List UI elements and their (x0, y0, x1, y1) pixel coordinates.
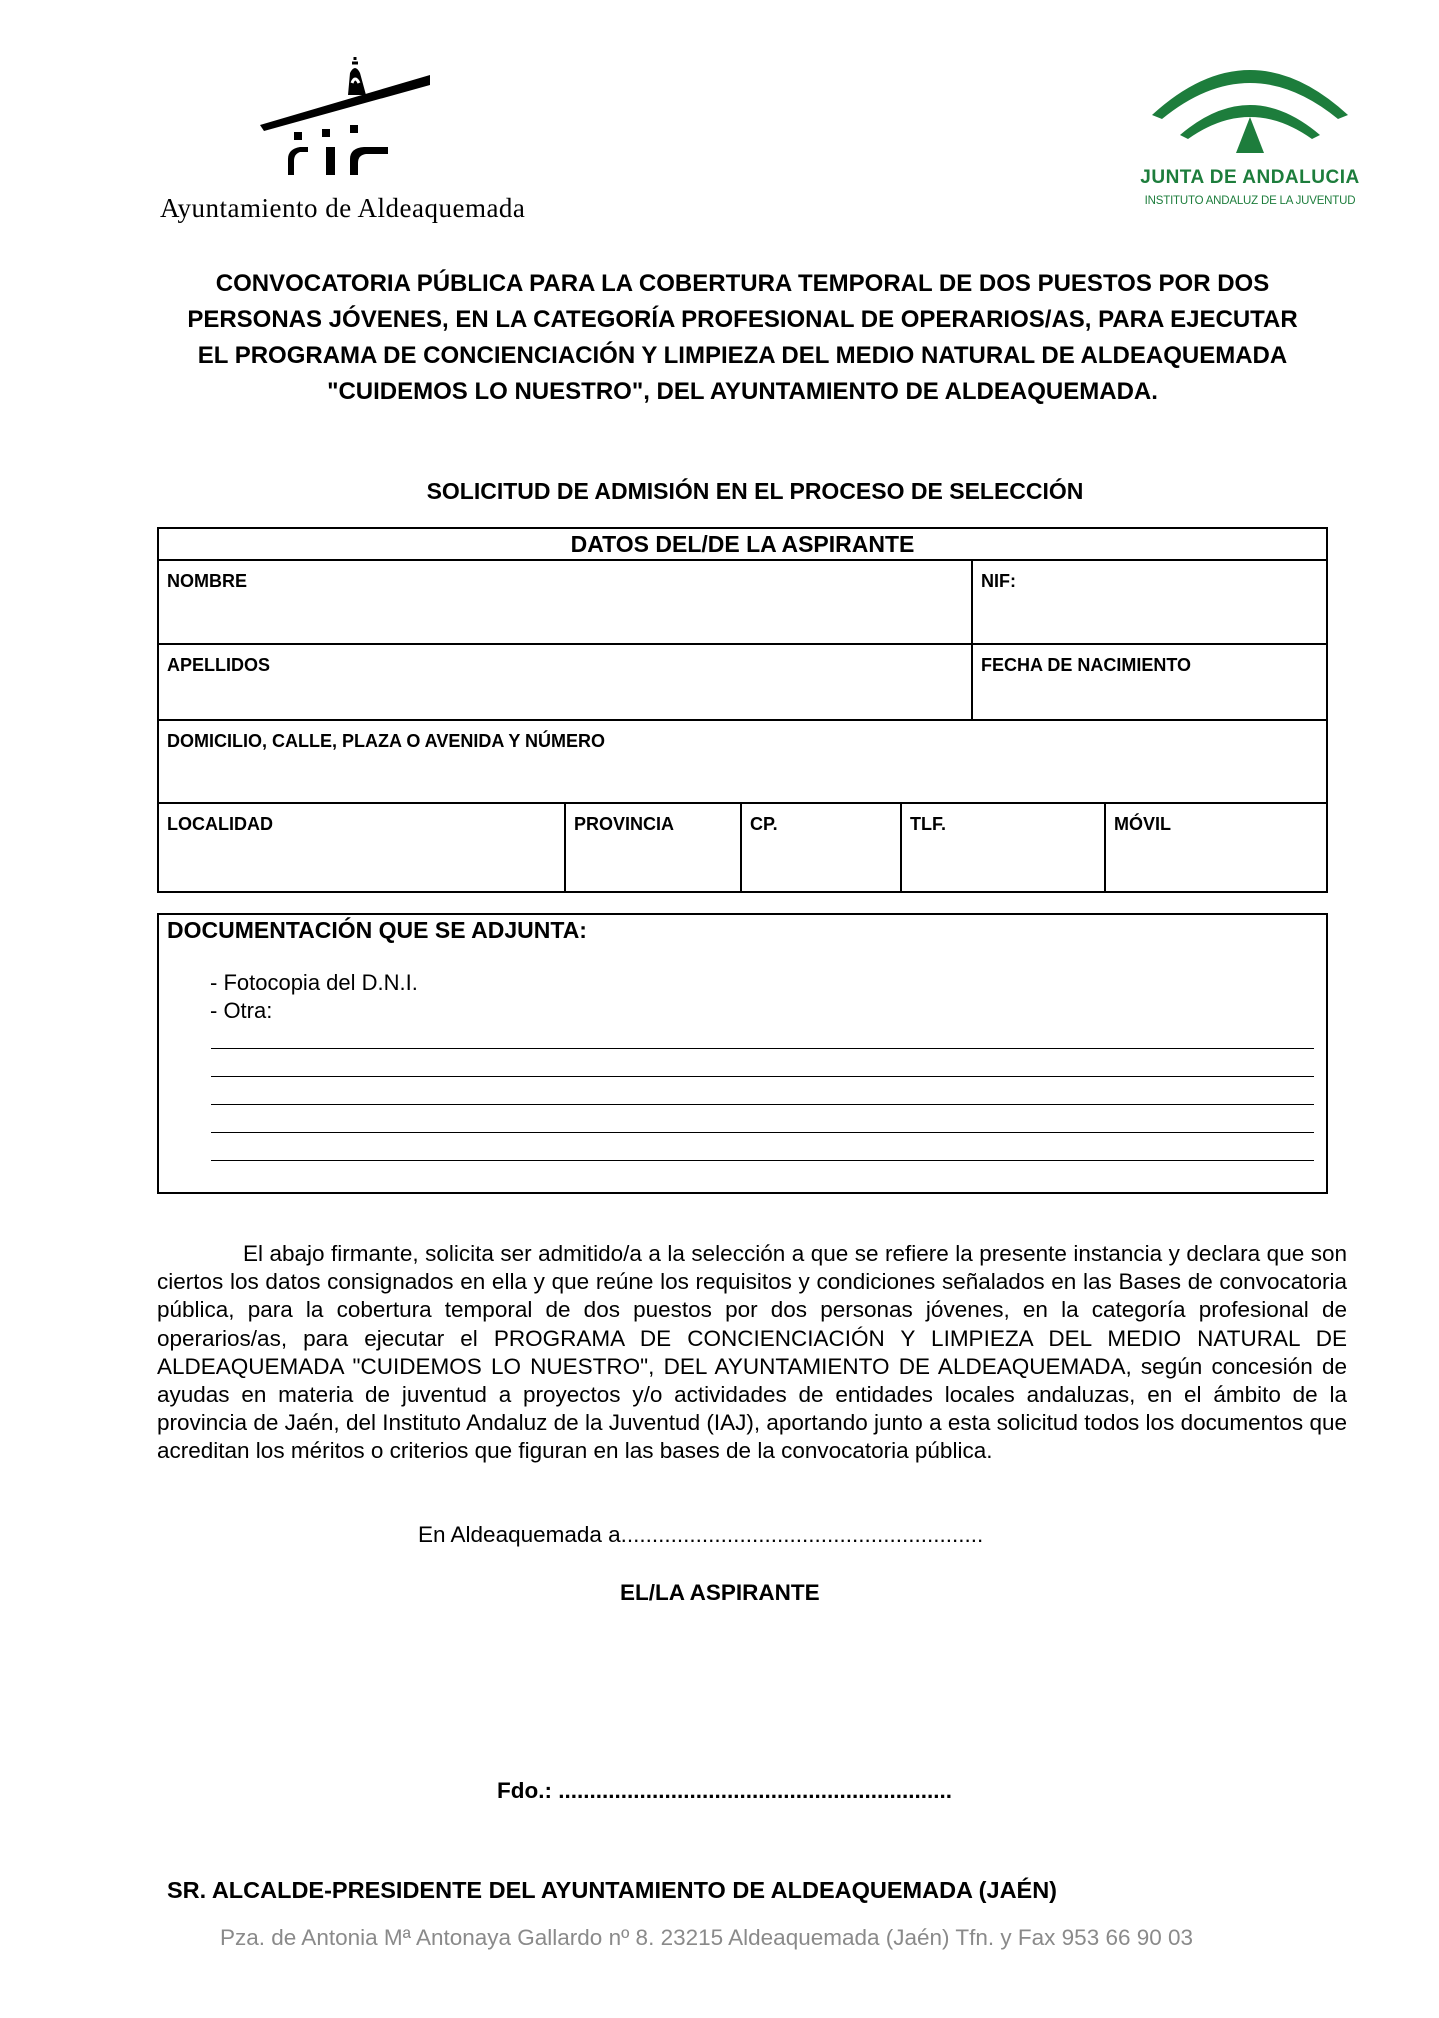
declaration-paragraph (157, 1240, 1347, 1466)
declaration-text: El abajo firmante, solicita ser admitido/a a la selección a que se refiere la presente instancia y declara que son ciertos los datos consignados en ella y que reúne los requisitos y condiciones señalados en las Bases de convocatoria pública, para la cobertura temporal de dos puestos por dos personas jóvenes, en la categoría profesional de operarios/as, para ejecutar el PROGRAMA DE CONCIENCIACIÓN Y LIMPIEZA DEL MEDIO NATURAL DE ALDEAQUEMADA "CUIDEMOS LO NUESTRO", DEL AYUNTAMIENTO DE ALDEAQUEMADA, según concesión de ayudas en materia de juventud a proyectos y/o actividades de entidades locales andaluzas, en el ámbito de la provincia de Jaén, del Instituto Andaluz de la Juventud (IAJ), aportando junto a esta solicitud todos los documentos que acreditan los méritos o criterios que figuran en las bases de la convocatoria pública. (157, 1241, 1347, 1464)
movil-label: MÓVIL (1114, 814, 1171, 834)
document-item: - Fotocopia del D.N.I. (210, 970, 418, 995)
ayuntamiento-logo (160, 55, 540, 230)
junta-name: JUNTA DE ANDALUCIA (1140, 167, 1360, 188)
ayuntamiento-name: Ayuntamiento de Aldeaquemada (160, 193, 526, 223)
blank-line[interactable] (211, 1104, 1314, 1105)
junta-andalucia-logo (1140, 55, 1360, 225)
provincia-field[interactable] (566, 804, 740, 891)
page-title (150, 266, 1335, 410)
place-date-line[interactable]: En Aldeaquemada a.......................................................... (418, 1522, 984, 1547)
form-subtitle: SOLICITUD DE ADMISIÓN EN EL PROCESO DE SELECCIÓN (426, 478, 1084, 504)
footer-address: Pza. de Antonia Mª Antonaya Gallardo nº 8. 23215 Aldeaquemada (Jaén) Tfn. y Fax 953 66 90 03 (220, 1925, 1194, 1950)
provincia-label: PROVINCIA (574, 814, 675, 834)
applicant-data-table (157, 527, 1328, 893)
junta-institute: INSTITUTO ANDALUZ DE LA JUVENTUD (1144, 195, 1356, 207)
title-line: EL PROGRAMA DE CONCIENCIACIÓN Y LIMPIEZA DEL MEDIO NATURAL DE ALDEAQUEMADA (197, 342, 1288, 369)
apellidos-field[interactable] (159, 645, 971, 719)
nif-label: NIF: (981, 571, 1016, 591)
blank-line[interactable] (211, 1160, 1314, 1161)
junta-emblem-icon (1150, 55, 1350, 165)
blank-line[interactable] (211, 1048, 1314, 1049)
domicilio-label: DOMICILIO, CALLE, PLAZA O AVENIDA Y NÚMERO (167, 731, 606, 751)
title-line: CONVOCATORIA PÚBLICA PARA LA COBERTURA TEMPORAL DE DOS PUESTOS POR DOS (215, 270, 1270, 297)
documentation-box (157, 913, 1328, 1194)
localidad-label: LOCALIDAD (167, 814, 273, 834)
fecha-nacimiento-field[interactable] (973, 645, 1326, 719)
tlf-field[interactable] (902, 804, 1104, 891)
cp-label: CP. (750, 814, 778, 834)
ayuntamiento-emblem-icon (260, 55, 460, 180)
document-item: - Otra: (210, 998, 273, 1023)
fecha-nacimiento-label: FECHA DE NACIMIENTO (981, 655, 1192, 675)
title-line: PERSONAS JÓVENES, EN LA CATEGORÍA PROFESIONAL DE OPERARIOS/AS, PARA EJECUTAR (187, 306, 1298, 333)
title-line: "CUIDEMOS LO NUESTRO", DEL AYUNTAMIENTO DE ALDEAQUEMADA. (327, 378, 1158, 405)
tlf-label: TLF. (910, 814, 946, 834)
blank-line[interactable] (211, 1076, 1314, 1077)
nombre-field[interactable] (159, 561, 971, 643)
aspirante-label: EL/LA ASPIRANTE (620, 1580, 820, 1605)
apellidos-label: APELLIDOS (167, 655, 271, 675)
cp-field[interactable] (742, 804, 900, 891)
domicilio-field[interactable] (159, 721, 1326, 802)
documentation-title: DOCUMENTACIÓN QUE SE ADJUNTA: (167, 917, 587, 943)
addressee: SR. ALCALDE-PRESIDENTE DEL AYUNTAMIENTO DE ALDEAQUEMADA (JAÉN) (167, 1877, 1058, 1903)
blank-line[interactable] (211, 1132, 1314, 1133)
movil-field[interactable] (1106, 804, 1326, 891)
signature-line[interactable]: Fdo.: ............................................................... (497, 1778, 953, 1803)
nombre-label: NOMBRE (167, 571, 247, 591)
nif-field[interactable] (973, 561, 1326, 643)
localidad-field[interactable] (159, 804, 564, 891)
table-header: DATOS DEL/DE LA ASPIRANTE (570, 531, 915, 557)
